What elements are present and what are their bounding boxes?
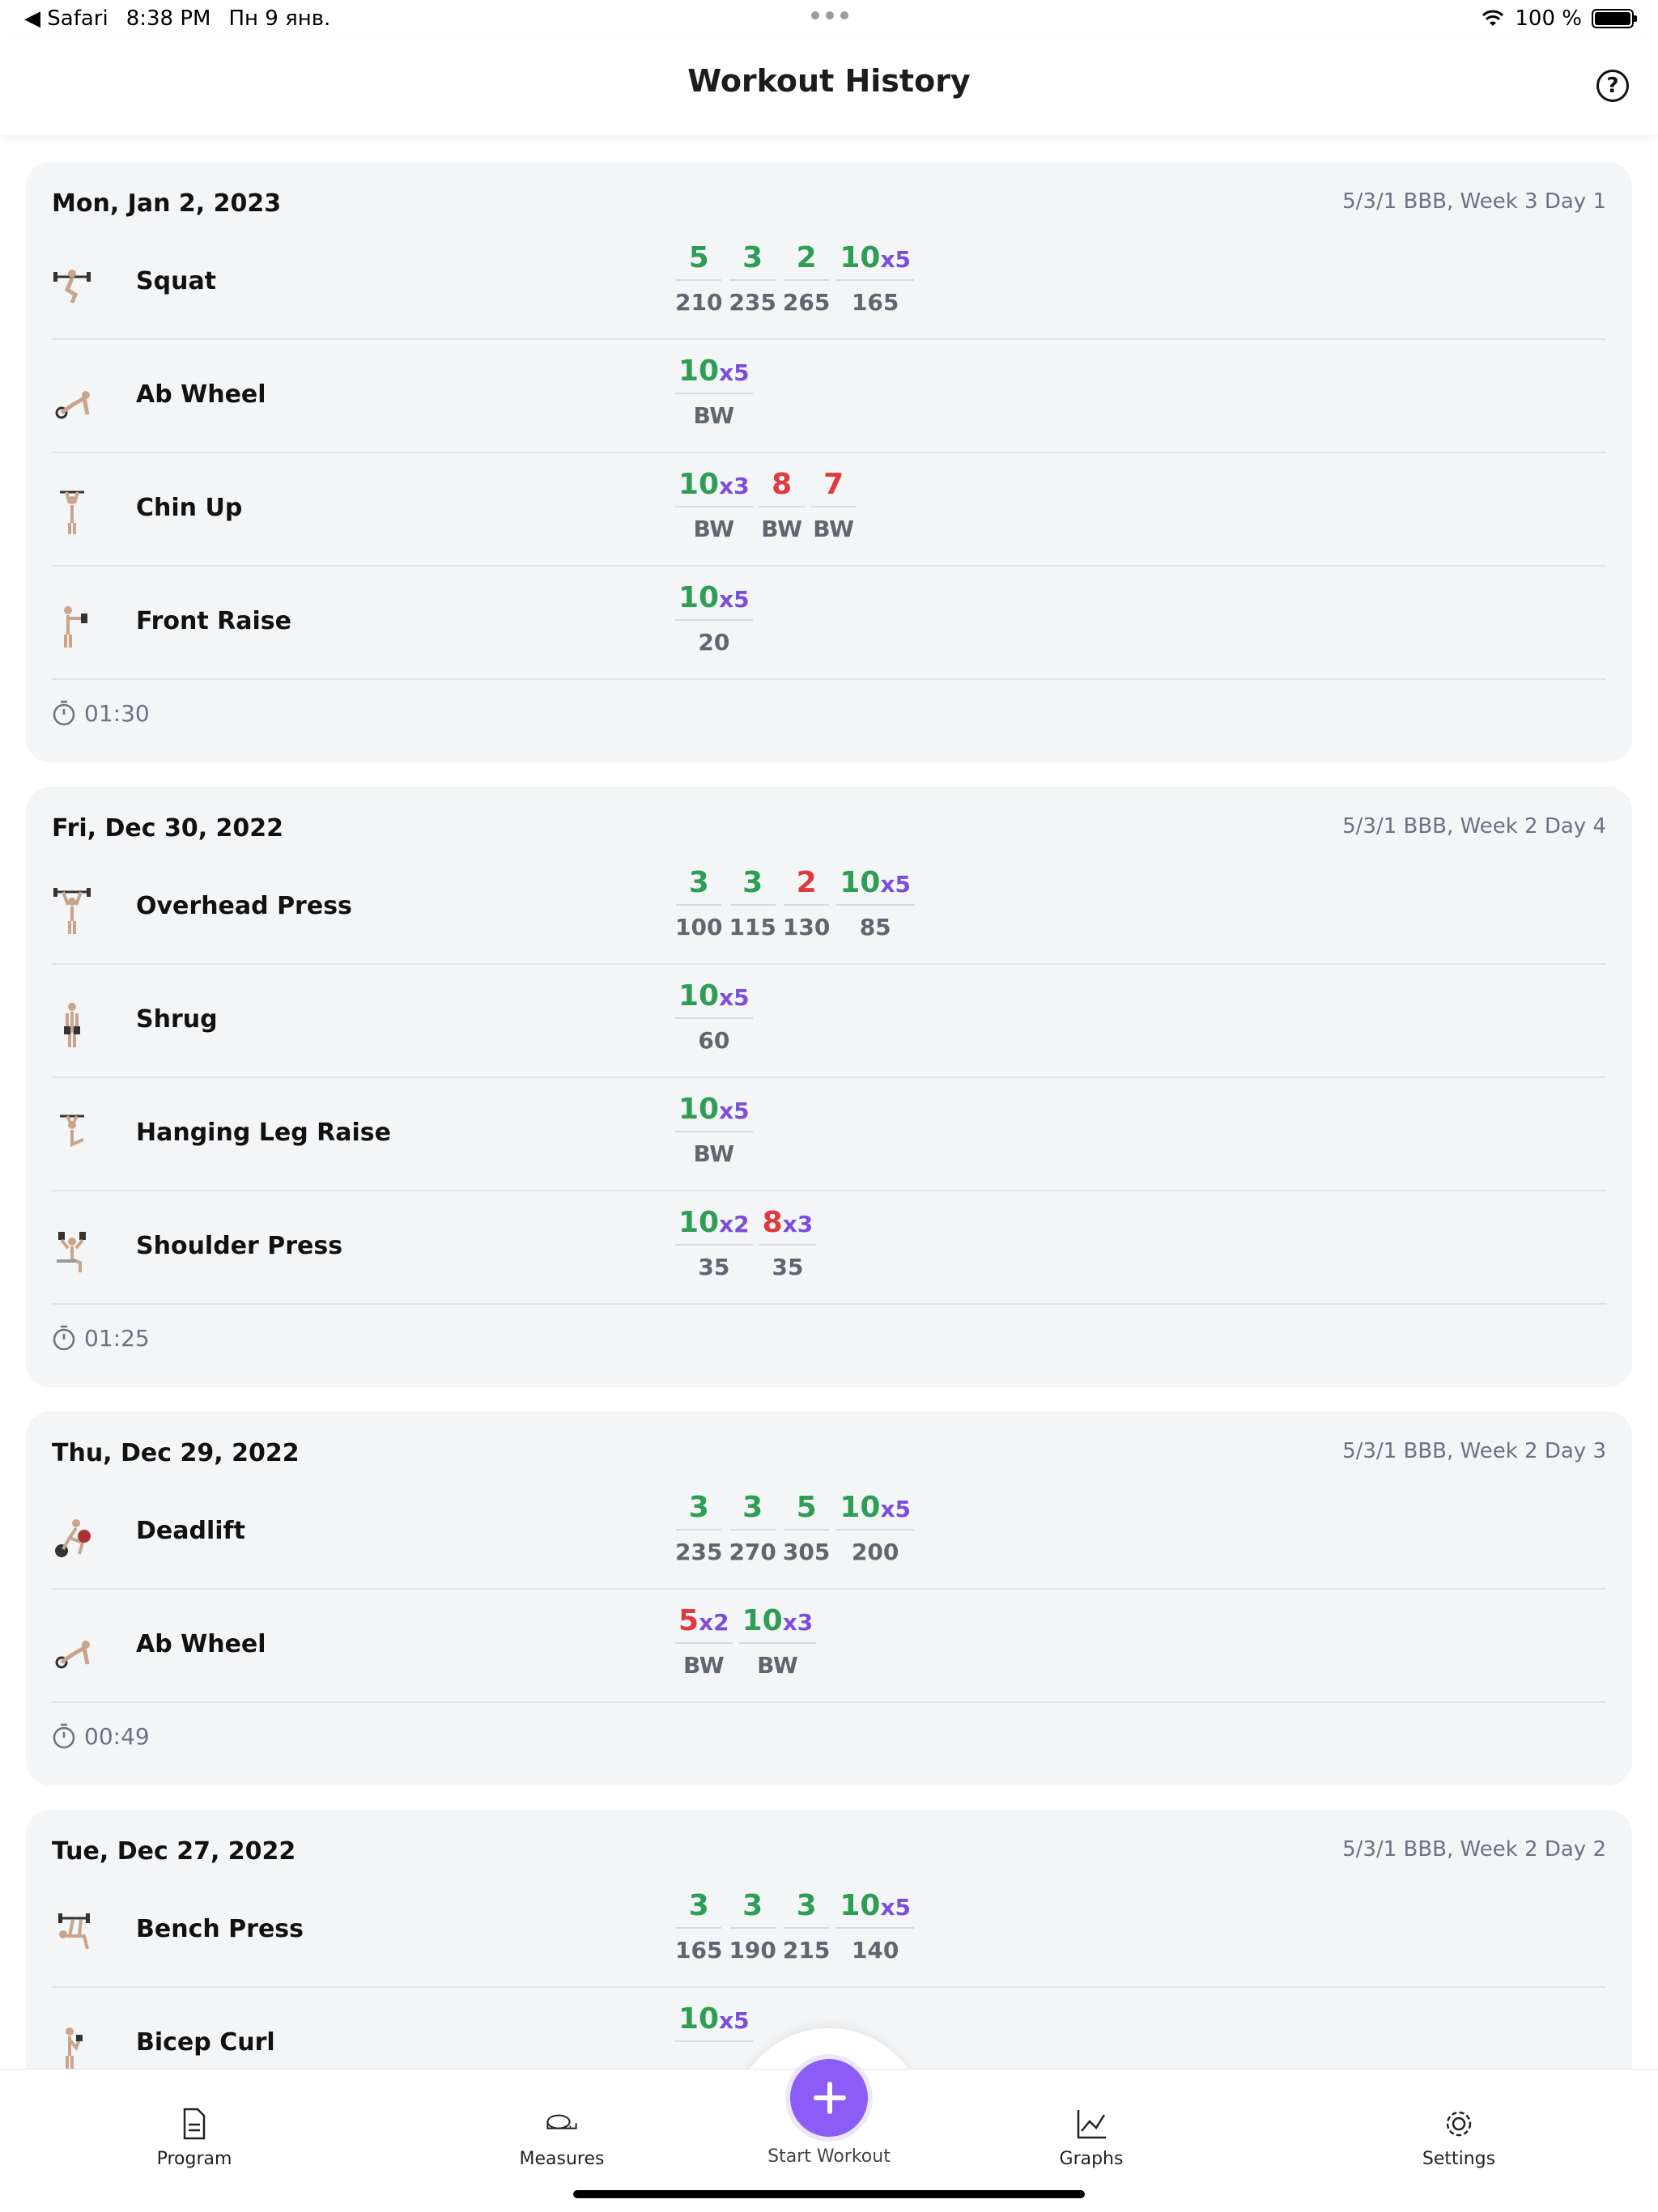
gear-icon — [1443, 2107, 1475, 2141]
set-multiplier: x2 — [699, 1609, 729, 1636]
workout-date: Mon, Jan 2, 2023 — [52, 189, 282, 218]
set-weight: BW — [682, 1652, 725, 1679]
set-reps-cell — [759, 1206, 817, 1246]
duration-text: 00:49 — [84, 1722, 150, 1750]
set-item — [836, 1491, 914, 1565]
tab-measures[interactable] — [481, 2107, 643, 2169]
exercise-name: Overhead Press — [136, 892, 352, 920]
start-workout-button[interactable] — [785, 2054, 873, 2142]
set-multiplier: x5 — [719, 1098, 750, 1124]
set-weight: 130 — [782, 914, 831, 940]
set-reps: 10 — [742, 1604, 783, 1637]
set-weight: BW — [813, 516, 854, 542]
exercise-name: Ab Wheel — [136, 380, 266, 409]
exercise-row[interactable] — [52, 340, 1606, 453]
set-reps-cell — [676, 1491, 721, 1531]
set-item — [675, 866, 722, 940]
set-weight: 215 — [782, 1937, 831, 1964]
set-weight: 60 — [698, 1027, 730, 1054]
set-item — [675, 355, 753, 429]
set-weight: 35 — [772, 1254, 804, 1280]
set-multiplier: x5 — [880, 1496, 912, 1522]
set-weight: 35 — [698, 1254, 730, 1280]
exercise-row[interactable] — [52, 1874, 1606, 1988]
set-item — [675, 241, 722, 316]
set-reps: 3 — [688, 1491, 709, 1524]
tab-label: Graphs — [1059, 2149, 1124, 2169]
set-item — [675, 581, 753, 656]
set-reps: 8 — [772, 468, 793, 501]
back-to-app-link[interactable]: ◀ Safari — [24, 6, 108, 31]
workout-card[interactable] — [26, 162, 1632, 762]
set-reps: 3 — [742, 1889, 763, 1922]
sets-group — [675, 866, 914, 940]
exercise-row[interactable] — [52, 1476, 1606, 1590]
sets-group — [675, 241, 914, 316]
set-weight: 305 — [782, 1539, 831, 1565]
exercise-name: Chin Up — [136, 494, 243, 522]
tab-graphs[interactable] — [1010, 2107, 1172, 2169]
status-date: Пн 9 янв. — [228, 6, 331, 31]
set-weight: BW — [761, 516, 802, 542]
set-reps-cell — [676, 1889, 721, 1929]
set-reps: 3 — [742, 241, 763, 274]
sets-group — [675, 1604, 816, 1679]
set-reps-cell — [784, 1889, 829, 1929]
workout-program: 5/3/1 BBB, Week 3 Day 1 — [1342, 189, 1606, 214]
set-reps-cell — [811, 468, 857, 507]
set-item — [729, 1889, 776, 1964]
home-indicator — [573, 2190, 1085, 2198]
status-right — [1481, 6, 1634, 31]
battery-percent: 100 % — [1515, 6, 1582, 31]
set-multiplier: x5 — [719, 984, 750, 1011]
exercise-name: Deadlift — [136, 1517, 245, 1545]
set-reps-cell — [836, 1491, 914, 1531]
set-weight: 190 — [729, 1937, 776, 1964]
stopwatch-icon — [52, 699, 76, 727]
set-multiplier: x3 — [719, 473, 750, 499]
exercise-row[interactable] — [52, 227, 1606, 340]
sets-group — [675, 1889, 914, 1964]
set-reps-cell — [759, 468, 805, 507]
set-item — [729, 866, 776, 940]
set-reps: 3 — [796, 1889, 817, 1922]
set-reps: 10 — [678, 581, 720, 614]
exercise-name: Squat — [136, 267, 217, 295]
tape-measure-icon — [546, 2107, 578, 2141]
set-item — [675, 1093, 753, 1167]
set-reps: 3 — [688, 866, 709, 899]
workout-history-list[interactable] — [0, 134, 1658, 2069]
workout-program: 5/3/1 BBB, Week 2 Day 2 — [1342, 1837, 1606, 1862]
set-multiplier: x5 — [880, 1894, 912, 1921]
set-reps-cell — [730, 241, 776, 281]
set-reps: 5 — [796, 1491, 817, 1524]
set-item — [675, 1491, 722, 1565]
sets-group — [675, 581, 753, 656]
set-weight: BW — [757, 1652, 798, 1679]
bicep-curl-icon — [52, 2023, 92, 2069]
set-reps: 10 — [840, 1491, 881, 1524]
set-reps: 10 — [678, 2002, 720, 2036]
set-weight: 265 — [782, 289, 831, 316]
set-item — [675, 1206, 753, 1280]
page-title: Workout History — [687, 63, 971, 99]
set-item — [729, 241, 776, 316]
exercise-row[interactable] — [52, 567, 1606, 680]
workout-date: Fri, Dec 30, 2022 — [52, 814, 284, 843]
set-weight: 115 — [729, 914, 776, 940]
set-weight: 165 — [851, 289, 899, 316]
set-weight: 235 — [675, 1539, 723, 1565]
workout-program: 5/3/1 BBB, Week 2 Day 3 — [1342, 1439, 1606, 1463]
set-reps: 5 — [688, 241, 709, 274]
set-item — [783, 866, 830, 940]
set-reps-cell — [675, 468, 753, 507]
nav-header — [0, 39, 1658, 134]
sets-group — [675, 1206, 816, 1280]
tab-label: Measures — [519, 2149, 605, 2169]
set-reps: 10 — [678, 979, 720, 1013]
set-reps-cell — [675, 1093, 753, 1132]
sets-group — [675, 1491, 914, 1565]
duration-text: 01:25 — [84, 1324, 150, 1352]
status-bar — [0, 0, 1658, 39]
workout-program: 5/3/1 BBB, Week 2 Day 4 — [1342, 814, 1606, 839]
set-reps: 3 — [688, 1889, 709, 1922]
exercise-name: Shoulder Press — [136, 1232, 343, 1260]
set-reps-cell — [675, 581, 753, 621]
set-reps-cell — [675, 979, 753, 1019]
set-weight: 140 — [851, 1937, 899, 1964]
sets-group — [675, 468, 857, 542]
set-multiplier: x5 — [719, 2007, 750, 2034]
set-reps: 7 — [823, 468, 844, 501]
chin-up-icon — [52, 489, 92, 537]
set-reps-cell — [675, 1206, 753, 1246]
set-reps-cell — [675, 355, 753, 394]
status-time: 8:38 PM — [125, 6, 211, 31]
tab-label: Program — [156, 2149, 232, 2169]
set-reps: 2 — [796, 866, 817, 899]
set-reps: 10 — [840, 1889, 881, 1922]
exercise-name: Hanging Leg Raise — [136, 1119, 391, 1147]
set-weight: 210 — [675, 289, 723, 316]
exercise-name: Bicep Curl — [136, 2028, 275, 2057]
set-weight: BW — [693, 516, 735, 542]
ab-wheel-icon — [52, 1625, 92, 1674]
set-reps: 2 — [796, 241, 817, 274]
set-reps-cell — [676, 866, 721, 906]
ab-wheel-icon — [52, 376, 92, 424]
set-item — [836, 866, 914, 940]
set-weight: BW — [693, 402, 735, 429]
exercise-row[interactable] — [52, 1078, 1606, 1191]
set-reps: 5 — [678, 1604, 699, 1637]
set-reps: 10 — [678, 1206, 720, 1239]
hanging-leg-raise-icon — [52, 1114, 92, 1162]
exercise-row[interactable] — [52, 965, 1606, 1078]
exercise-row[interactable] — [52, 453, 1606, 567]
bench-press-icon — [52, 1910, 92, 1959]
set-reps: 8 — [762, 1206, 783, 1239]
set-item — [811, 468, 857, 542]
set-multiplier: x5 — [880, 871, 912, 898]
set-item — [783, 1491, 830, 1565]
set-reps-cell — [836, 241, 914, 281]
set-item — [675, 979, 753, 1054]
set-item — [836, 241, 914, 316]
set-weight: 100 — [675, 914, 723, 940]
stopwatch-icon — [52, 1324, 76, 1352]
set-reps: 10 — [840, 866, 881, 899]
stopwatch-icon — [52, 1722, 76, 1750]
set-reps-cell — [730, 1491, 776, 1531]
set-item — [675, 2002, 753, 2042]
tab-label: Settings — [1422, 2149, 1496, 2169]
set-reps: 10 — [678, 468, 720, 501]
wifi-icon — [1481, 9, 1505, 28]
set-reps: 3 — [742, 866, 763, 899]
workout-duration — [52, 699, 150, 727]
sets-group — [675, 1093, 753, 1167]
help-button[interactable]: ? — [1596, 70, 1629, 102]
set-reps: 10 — [840, 241, 881, 274]
set-multiplier: x2 — [719, 1211, 750, 1238]
set-item — [836, 1889, 914, 1964]
sets-group — [675, 2002, 753, 2042]
set-item — [729, 1491, 776, 1565]
set-weight: 165 — [675, 1937, 723, 1964]
set-multiplier: x5 — [719, 586, 750, 613]
sets-group — [675, 979, 753, 1054]
set-reps-cell — [675, 2002, 753, 2042]
set-item — [675, 468, 753, 542]
exercise-name: Bench Press — [136, 1915, 304, 1943]
start-workout-label: Start Workout — [767, 2146, 891, 2167]
exercise-name: Shrug — [136, 1005, 218, 1034]
workout-date: Tue, Dec 27, 2022 — [52, 1837, 296, 1866]
set-reps-cell — [784, 866, 829, 906]
set-item — [675, 1889, 722, 1964]
tab-program[interactable] — [113, 2107, 275, 2169]
set-reps: 10 — [678, 1093, 720, 1126]
set-reps-cell — [675, 1604, 733, 1644]
exercise-name: Front Raise — [136, 607, 291, 635]
overhead-press-icon — [52, 887, 92, 936]
deadlift-icon — [52, 1512, 92, 1560]
set-item — [759, 468, 805, 542]
set-reps-cell — [730, 1889, 776, 1929]
set-multiplier: x3 — [782, 1211, 814, 1238]
set-multiplier: x3 — [782, 1609, 814, 1636]
set-reps-cell — [836, 866, 914, 906]
status-left — [24, 6, 330, 31]
set-reps-cell — [730, 866, 776, 906]
set-reps-cell — [784, 1491, 829, 1531]
set-weight: 20 — [698, 629, 730, 656]
set-weight: 200 — [851, 1539, 899, 1565]
set-multiplier: x5 — [719, 359, 750, 386]
exercise-name: Ab Wheel — [136, 1630, 266, 1658]
duration-text: 01:30 — [84, 699, 150, 727]
set-item — [783, 241, 830, 316]
set-reps: 10 — [678, 355, 720, 388]
front-raise-icon — [52, 602, 92, 651]
set-weight: 235 — [729, 289, 776, 316]
workout-card[interactable] — [26, 787, 1632, 1387]
shrug-icon — [52, 1000, 92, 1049]
sets-group — [675, 355, 753, 429]
set-reps-cell — [784, 241, 829, 281]
line-chart-icon — [1075, 2107, 1107, 2141]
tab-settings[interactable] — [1378, 2107, 1540, 2169]
document-icon — [178, 2107, 210, 2141]
back-app-label: Safari — [47, 6, 108, 31]
workout-duration — [52, 1324, 150, 1352]
set-item — [759, 1206, 817, 1280]
set-weight: BW — [693, 1140, 735, 1167]
set-multiplier: x5 — [880, 246, 912, 273]
battery-icon — [1592, 9, 1634, 28]
workout-date: Thu, Dec 29, 2022 — [52, 1439, 300, 1467]
workout-card[interactable] — [26, 1412, 1632, 1785]
workout-duration — [52, 1722, 150, 1750]
exercise-row[interactable] — [52, 1191, 1606, 1305]
set-reps: 3 — [742, 1491, 763, 1524]
set-reps-cell — [676, 241, 721, 281]
set-item — [739, 1604, 817, 1679]
set-weight: 270 — [729, 1539, 776, 1565]
squat-icon — [52, 262, 92, 311]
set-item — [783, 1889, 830, 1964]
set-reps-cell — [739, 1604, 817, 1644]
set-reps-cell — [836, 1889, 914, 1929]
set-weight: 85 — [859, 914, 891, 940]
exercise-row[interactable] — [52, 851, 1606, 965]
exercise-row[interactable] — [52, 1590, 1606, 1703]
shoulder-press-icon — [52, 1227, 92, 1276]
multitasking-dots[interactable] — [811, 11, 848, 19]
set-item — [675, 1604, 733, 1679]
